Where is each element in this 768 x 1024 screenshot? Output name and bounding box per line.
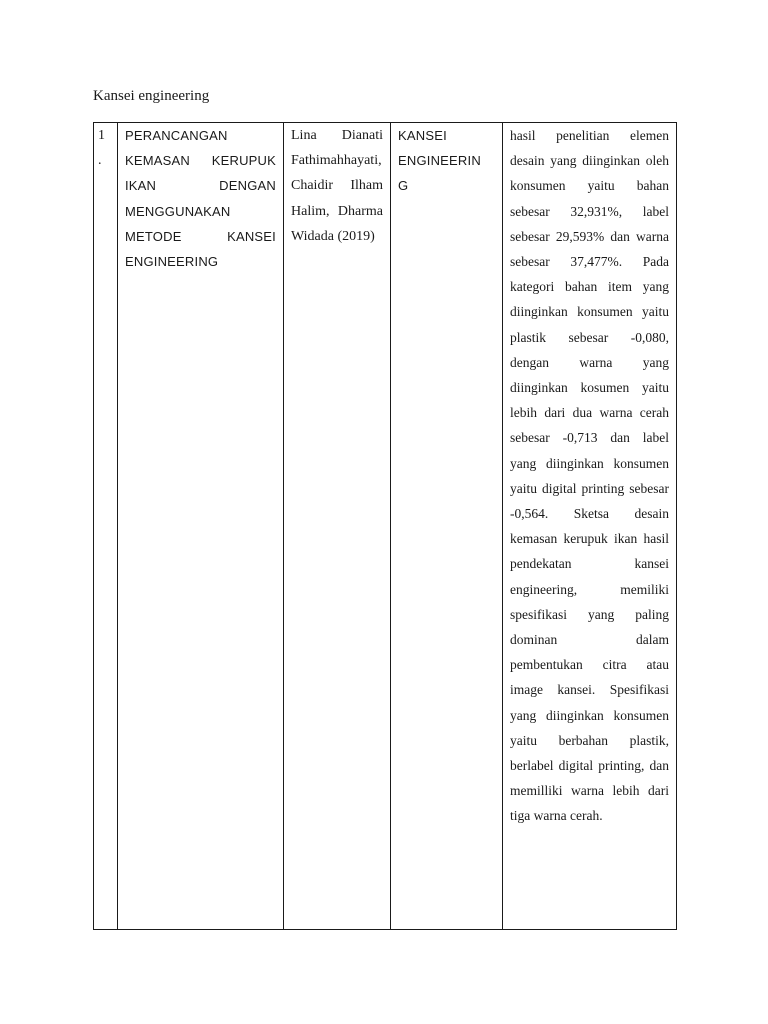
row-number: 1 .: [98, 128, 105, 169]
author-cell: [284, 123, 391, 930]
result-cell: [503, 123, 677, 930]
page-heading: Kansei engineering: [93, 88, 210, 104]
authors-year: Lina Dianati Fathimahhayati, Chaidir Ilham Halim, Dharma Widada (2019): [291, 128, 383, 244]
literature-table: [93, 122, 677, 930]
table-row: [94, 123, 677, 930]
research-result: hasil penelitian elemen desain yang diinginkan oleh konsumen yaitu bahan sebesar 32,931%, label sebesar 29,593% dan warna sebesar 37,477%. Pada kategori bahan item yang diinginkan konsumen yaitu plastik sebesar -0,080, dengan warna yang diinginkan kosumen yaitu lebih dari dua warna cerah sebesar -0,713 dan label yang diinginkan konsumen yaitu digital printing sebesar -0,564. Sketsa desain kemasan kerupuk ikan hasil pendekatan kansei engineering, memiliki spesifikasi yang paling dominan dalam pembentukan citra atau image kansei. Spesifikasi yang diinginkan konsumen yaitu berbahan plastik, berlabel digital printing, dan memilliki warna lebih dari tiga warna cerah.: [510, 128, 669, 824]
research-method: KANSEI ENGINEERIN G: [398, 128, 481, 194]
number-cell: [94, 123, 118, 930]
title-cell: [118, 123, 284, 930]
research-title: PERANCANGAN KEMASAN KERUPUK IKAN DENGAN MENGGUNAKAN METODE KANSEI ENGINEERING: [125, 128, 276, 270]
method-cell: [391, 123, 503, 930]
